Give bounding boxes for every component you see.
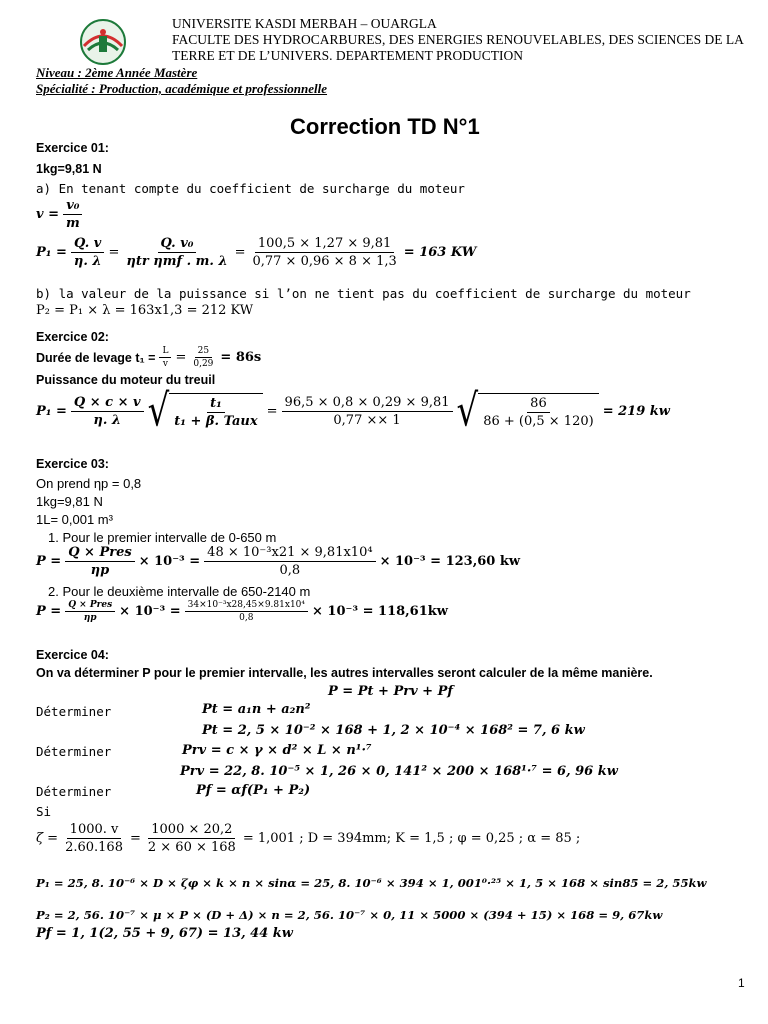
p1-value: P₁ = 25, 8. 10⁻⁶ × D × ζφ × k × n × sinα = 25, 8. 10⁻⁶ × 394 × 1, 001⁰·²⁵ × 1, 5 × 168 × sin85 = 2, 55kw xyxy=(36,876,707,890)
lifting-duration-line: Durée de levage t₁ = $\frac{L}{v}$ = $\frac{25}{0,29}$ = 86s xyxy=(36,346,262,369)
pf-formula: Pf = αf(P₁ + P₂) xyxy=(196,783,311,798)
pt-value: Pt = 2, 5 × 10⁻² × 168 + 1, 2 × 10⁻⁴ × 168² = 7, 6 kw xyxy=(202,723,585,738)
zeta-equation: ζ = $\frac{1000. v}{2.60.168}$ = $\frac{1000 \times 20,2}{2 \times 60 \times 168}$ = 1,001 ; D = 394mm; K = 1,5 ; φ = 0,25 ; α = 85 ; xyxy=(36,822,581,855)
exercise-3-unit-kg: 1kg=9,81 N xyxy=(36,494,103,509)
exercise-2-result: = 219 kw xyxy=(602,403,670,419)
prv-value: Prv = 22, 8. 10⁻⁵ × 1, 26 × 0, 141² × 200 × 168¹·⁷ = 6, 96 kw xyxy=(180,764,618,779)
exercise-4-heading: Exercice 04: xyxy=(36,648,109,662)
pf-value: Pf = 1, 1(2, 55 + 9, 67) = 13, 44 kw xyxy=(36,926,293,941)
specialite-line: Spécialité : Production, académique et professionnelle xyxy=(36,81,328,96)
header-faculty: FACULTE DES HYDROCARBURES, DES ENERGIES RENOUVELABLES, DES SCIENCES DE LA xyxy=(172,32,744,47)
exercise-3-unit-litre: 1L= 0,001 m³ xyxy=(36,512,113,527)
power-p2-line: P₂ = P₁ × λ = 163x1,3 = 212 KW xyxy=(36,303,254,318)
power-p1-equation: P₁ = $\frac{Q. v}{\eta. \lambda}$ = $\frac{\text{Q. v₀}}{\text{ηtr ηmf . m. λ}}$ = $\frac{100,5 \times 1,27 \times 9,81}{0,77 \times 0,96 \times 8 \times 1,3}$ = 163 KW xyxy=(36,236,477,269)
exercise-4-intro: On va déterminer P pour le premier intervalle, les autres intervalles seront calculer de la même manière. xyxy=(36,666,653,680)
exercise-2-heading: Exercice 02: xyxy=(36,330,109,344)
interval-2-equation: P = $\frac{\text{Q × Pres}}{\eta p}$ × 10⁻³ = $\frac{\text{34×10⁻³x28,45×9.81x10⁴}}{0,8}$ × 10⁻³ = 118,61kw xyxy=(36,600,448,623)
winch-power-label: Puissance du moteur du treuil xyxy=(36,373,216,387)
exercise-1-part-b: b) la valeur de la puissance si l’on ne tient pas du coefficient de surcharge du moteur xyxy=(36,286,691,301)
sqrt-term-1: √ $\frac{\text{t₁}}{\text{t₁ + β. Taux}}$ xyxy=(148,393,263,429)
determine-label-1: Déterminer xyxy=(36,704,112,719)
si-label: Si xyxy=(36,804,52,819)
university-logo xyxy=(70,16,136,68)
exercise-3-heading: Exercice 03: xyxy=(36,457,109,471)
page-title: Correction TD N°1 xyxy=(290,114,480,139)
determine-label-2: Déterminer xyxy=(36,744,112,759)
velocity-fraction: $\frac{\text{v₀}}{m}$ xyxy=(63,198,83,231)
interval-1-result: × 10⁻³ = 123,60 kw xyxy=(379,554,521,569)
exercise-3-efficiency: On prend ηp = 0,8 xyxy=(36,476,142,491)
p2-value: P₂ = 2, 56. 10⁻⁷ × μ × P × (D + Δ) × n = 2, 56. 10⁻⁷ × 0, 11 × 5000 × (394 + 15) × 168 = 9, 67kw xyxy=(36,908,663,922)
header-university: UNIVERSITE KASDI MERBAH – OUARGLA xyxy=(172,16,437,31)
niveau-line: Niveau : 2ème Année Mastère xyxy=(36,65,198,80)
sqrt-term-2: √ $\frac{86}{86 + (0,5 \times 120)}$ xyxy=(457,393,599,429)
determine-label-3: Déterminer xyxy=(36,784,112,799)
header-department: TERRE ET DE L’UNIVERS. DEPARTEMENT PRODUCTION xyxy=(172,48,523,63)
exercise-1-heading: Exercice 01: xyxy=(36,141,109,155)
exercise-1-part-a: a) En tenant compte du coefficient de surcharge du moteur xyxy=(36,181,465,196)
interval-1-label: 1. Pour le premier intervalle de 0-650 m xyxy=(48,530,277,545)
interval-1-equation: P = $\frac{\text{Q × Pres}}{\eta p}$ × 10⁻³ = $\frac{\text{48 × 10⁻³x21 × 9,81x10⁴}}{0,8}$ × 10⁻³ = 123,60 kw xyxy=(36,545,521,578)
pt-formula: Pt = a₁n + a₂n² xyxy=(202,702,311,717)
velocity-equation: v = $\frac{\text{v₀}}{m}$ xyxy=(36,198,83,231)
interval-2-label: 2. Pour le deuxième intervalle de 650-2140 m xyxy=(48,584,311,599)
page-number: 1 xyxy=(738,976,745,990)
winch-power-equation: P₁ = $\frac{Q \times c \times v}{\eta. \lambda}$ √ $\frac{\text{t₁}}{\text{t₁ + β. Taux}}$ = $\frac{96,5 \times 0,8 \times 0,29 \times 9,81}{0,77 \times\times 1}$ √ $\frac{86}{86 + (0,5 \times 120)}$ = 219 kw xyxy=(36,385,670,437)
interval-2-result: × 10⁻³ = 118,61kw xyxy=(312,604,448,619)
prv-formula: Prv = c × γ × d² × L × n¹·⁷ xyxy=(182,743,372,758)
exercise-1-unit: 1kg=9,81 N xyxy=(36,162,102,176)
total-power-equation: P = Pt + Prv + Pf xyxy=(328,684,453,699)
exercise-1-result: = 163 KW xyxy=(403,245,477,260)
